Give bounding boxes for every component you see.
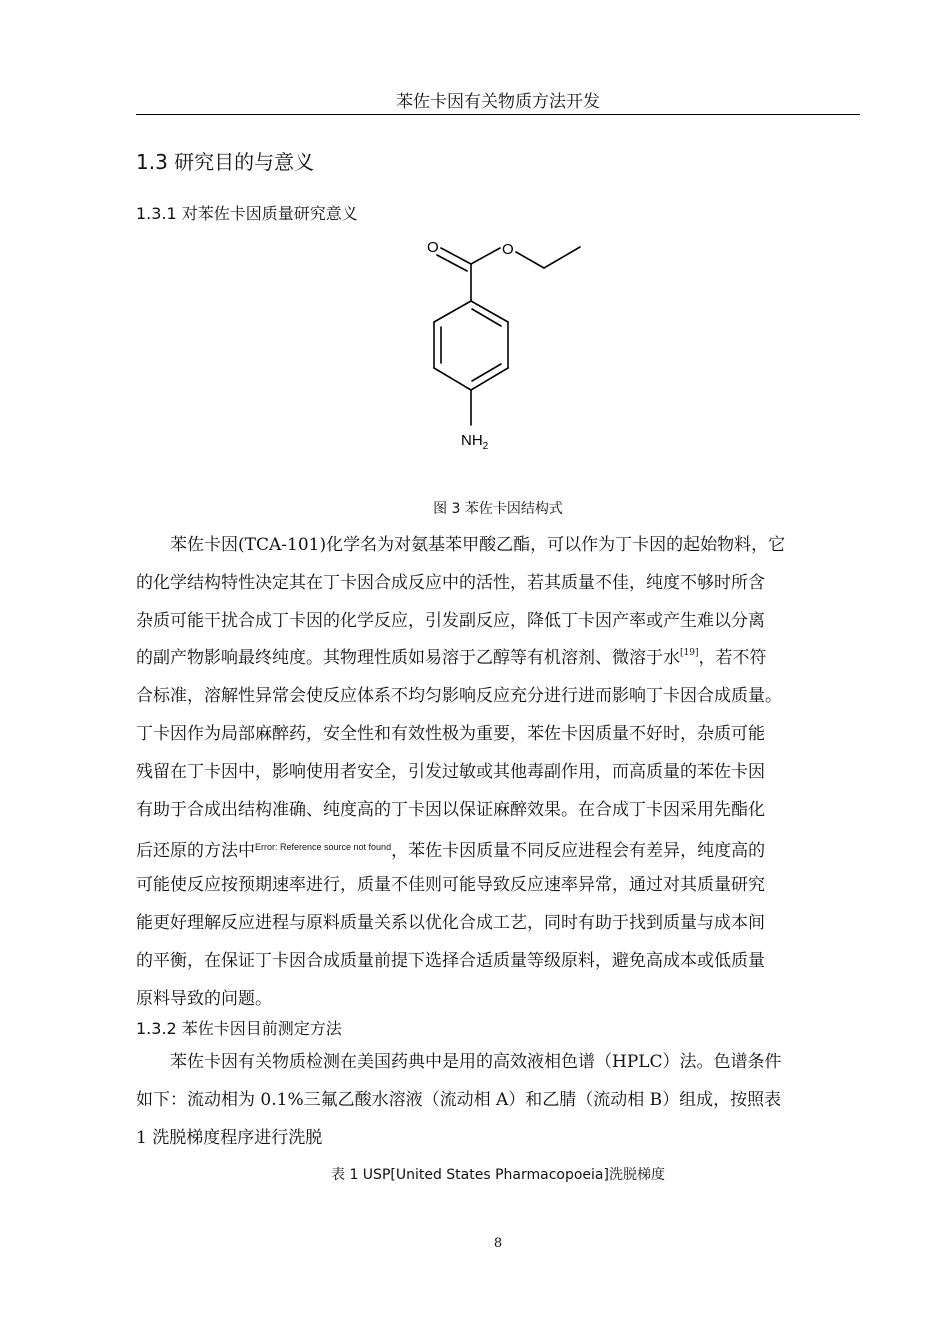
section-heading: 1.3 研究目的与意义	[136, 150, 315, 174]
amine-subscript: 2	[482, 441, 489, 452]
text-line	[136, 1044, 860, 1082]
text-line-content: 如下：流动相为 0.1%三氟乙酸水溶液（流动相 A）和乙腈（流动相 B）组成，按照表	[136, 1089, 782, 1110]
text-line	[136, 867, 860, 905]
text-line-content: 的化学结构特性决定其在丁卡因合成反应中的活性，若其质量不佳，纯度不够时所含	[136, 572, 765, 593]
text-line-content: 原料导致的问题。	[136, 988, 272, 1009]
text-segment: ，苯佐卡因质量不同反应进程会有差异，纯度高的	[391, 841, 766, 862]
text-line-content: 的平衡，在保证丁卡因合成质量前提下选择合适质量等级原料，避免高成本或低质量	[136, 950, 765, 971]
body-paragraph-2	[136, 1044, 860, 1157]
text-line	[136, 943, 860, 981]
text-line	[136, 754, 860, 792]
atom-label-carbonyl-oxygen: O	[427, 239, 439, 256]
atom-label-ester-oxygen: O	[502, 241, 514, 258]
figure-caption: 图 3 苯佐卡因结构式	[433, 501, 563, 517]
bond-ethyl	[544, 247, 580, 268]
atom-label-amine	[461, 432, 489, 452]
carbonyl-double-bond	[437, 255, 467, 271]
text-line	[136, 905, 860, 943]
header-divider	[136, 114, 860, 115]
text-line	[136, 716, 860, 754]
text-line-content: 苯佐卡因(TCA-101)化学名为对氨基苯甲酸乙酯，可以作为丁卡因的起始物料，它	[170, 535, 786, 555]
amine-nh: NH	[461, 432, 483, 449]
carbonyl-double-bond	[441, 248, 471, 264]
bond-carbonyl-oxygen	[471, 248, 500, 264]
bond-oxygen-ethyl	[516, 252, 544, 268]
text-line-content: 杂质可能干扰合成丁卡因的化学反应，引发副反应，降低丁卡因产率或产生难以分离	[136, 610, 765, 631]
body-paragraph-1	[136, 527, 860, 1018]
text-line-content: 能更好理解反应进程与原料质量关系以优化合成工艺，同时有助于找到质量与成本间	[136, 912, 765, 933]
text-line	[136, 792, 860, 830]
text-segment: 后还原的方法中	[136, 841, 255, 862]
text-segment: ，若不符	[698, 648, 767, 669]
text-line	[136, 640, 860, 678]
ring-double-bond	[472, 364, 501, 381]
text-line	[136, 527, 860, 565]
text-line-content: 1 洗脱梯度程序进行洗脱	[136, 1127, 323, 1148]
text-line	[136, 565, 860, 603]
text-line	[136, 678, 860, 716]
text-line	[136, 603, 860, 641]
text-line	[136, 1120, 860, 1158]
text-line-content: 残留在丁卡因中，影响使用者安全，引发过敏或其他毒副作用，而高质量的苯佐卡因	[136, 761, 765, 782]
text-line	[136, 829, 860, 867]
table-caption: 表 1 USP[United States Pharmacopoeia]洗脱梯度	[331, 1167, 665, 1183]
text-line-content: 可能使反应按预期速率进行，质量不佳则可能导致反应速率异常，通过对其质量研究	[136, 875, 765, 896]
text-line	[136, 981, 860, 1019]
ring-bond	[434, 368, 471, 390]
page-number: 8	[493, 1236, 503, 1251]
text-line-content: 有助于合成出结构准确、纯度高的丁卡因以保证麻醉效果。在合成丁卡因采用先酯化	[136, 799, 765, 820]
text-line	[136, 1082, 860, 1120]
ring-bond	[434, 301, 471, 322]
citation-reference[interactable]: [19]	[680, 648, 699, 659]
reference-error-field[interactable]: Error: Reference source not found	[255, 842, 392, 853]
text-line-content	[136, 829, 765, 867]
ring-double-bond	[472, 309, 501, 326]
text-segment: 的副产物影响最终纯度。其物理性质如易溶于乙醇等有机溶剂、微溶于水	[136, 648, 680, 669]
page-header-title: 苯佐卡因有关物质方法开发	[396, 92, 600, 112]
text-line-content: 丁卡因作为局部麻醉药，安全性和有效性极为重要，苯佐卡因质量不好时，杂质可能	[136, 723, 765, 744]
subsection-heading-2: 1.3.2 苯佐卡因目前测定方法	[136, 1019, 342, 1038]
benzocaine-structure-diagram	[400, 228, 600, 458]
text-line-content: 苯佐卡因有关物质检测在美国药典中是用的高效液相色谱（HPLC）法。色谱条件	[170, 1052, 782, 1072]
text-line-content	[136, 640, 766, 678]
text-line-content: 合标准，溶解性异常会使反应体系不均匀影响反应充分进行进而影响丁卡因合成质量。	[136, 686, 782, 707]
subsection-heading-1: 1.3.1 对苯佐卡因质量研究意义	[136, 204, 358, 223]
